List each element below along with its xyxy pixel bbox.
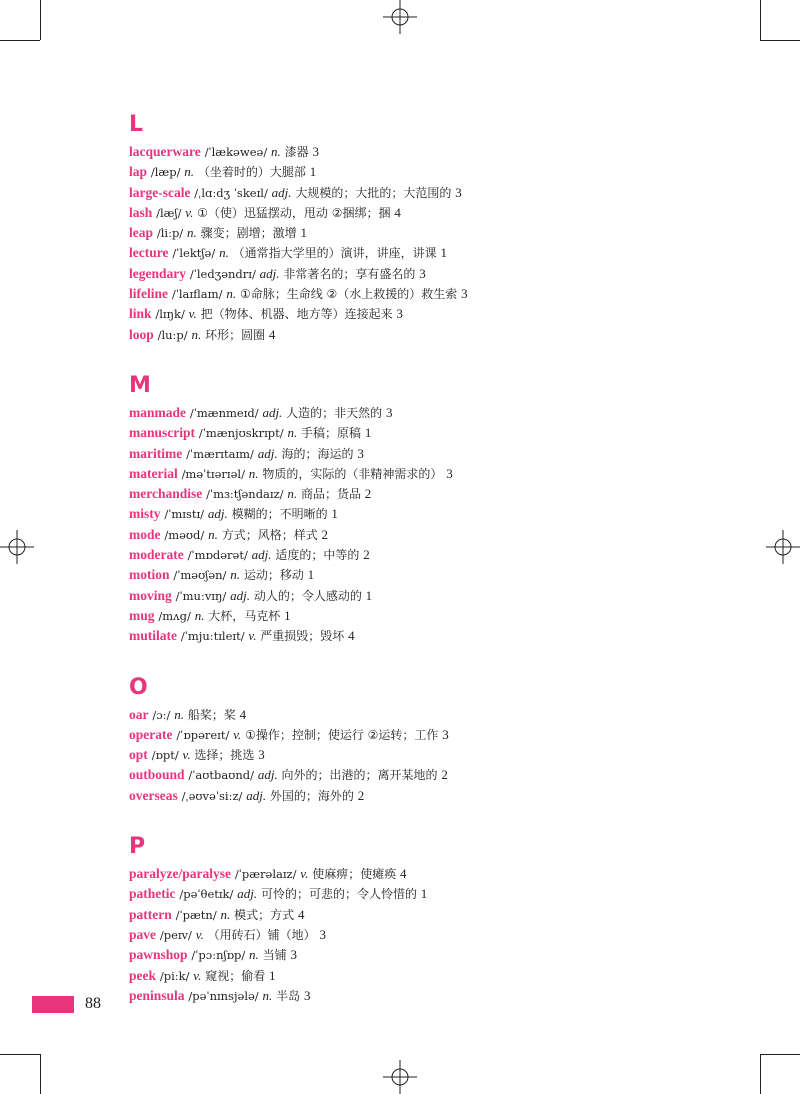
entry-word: lecture (129, 245, 169, 261)
entry-word: lash (129, 204, 153, 220)
entry-unit: 3 (385, 404, 393, 420)
entry-pronunciation: /ˈpɔːnʃɒp/ (191, 948, 246, 963)
entry-part-of-speech: v. (185, 204, 194, 220)
entry-definition: 运动；移动 (243, 568, 304, 583)
entry-definition: 船桨；桨 (187, 707, 236, 722)
entry-definition: （用砖石）铺（地） (207, 927, 316, 942)
entry-definition: 骤变；剧增；激增 (200, 226, 297, 241)
entry-unit: 3 (290, 947, 297, 963)
entry-word: lap (129, 164, 148, 180)
entry-unit: 1 (365, 587, 373, 603)
glossary (129, 112, 769, 1034)
entry-unit: 3 (461, 286, 468, 302)
glossary-entry (129, 444, 769, 464)
entry-word: opt (129, 747, 148, 763)
entry-pronunciation: /læʃ/ (156, 205, 182, 220)
glossary-entry (129, 142, 769, 162)
glossary-entry (129, 304, 769, 324)
entry-part-of-speech: n. (174, 706, 184, 722)
glossary-entry (129, 325, 769, 345)
entry-part-of-speech: adj. (257, 767, 278, 783)
entry-definition: 模糊的；不明晰的 (231, 507, 328, 522)
entry-word: manuscript (129, 425, 196, 441)
entry-pronunciation: /ˈpærəlaɪz/ (234, 867, 297, 882)
glossary-entry (129, 765, 769, 785)
entry-definition: 使麻痹；使瘫痪 (312, 867, 397, 882)
glossary-entry (129, 864, 769, 884)
page-number-bar (32, 996, 74, 1013)
entry-unit: 1 (364, 425, 372, 441)
entry-unit: 1 (307, 567, 315, 583)
entry-definition: 外国的；海外的 (269, 788, 354, 803)
entry-word: link (129, 306, 152, 322)
entry-definition: 可怜的；可悲的；令人怜惜的 (260, 887, 417, 902)
entry-word: misty (129, 506, 161, 522)
entry-definition: 选择；挑选 (194, 748, 255, 763)
glossary-entry (129, 203, 769, 223)
entry-part-of-speech: adj. (257, 445, 278, 461)
entry-unit: 4 (400, 866, 407, 882)
glossary-entry (129, 705, 769, 725)
glossary-entry (129, 284, 769, 304)
entry-definition: （通常指大学里的）演讲，讲座，讲课 (232, 246, 437, 261)
entry-pronunciation: /ˈmɒdərət/ (187, 548, 248, 563)
entry-unit: 4 (239, 706, 247, 722)
entry-part-of-speech: adj. (246, 787, 267, 803)
entry-pronunciation: /ˈmuːvɪŋ/ (175, 588, 227, 603)
glossary-entry (129, 525, 769, 545)
glossary-entry (129, 606, 769, 626)
crop-mark (760, 1054, 761, 1094)
entry-unit: 4 (268, 326, 276, 342)
entry-unit: 3 (442, 726, 449, 742)
section-letter: L (129, 112, 144, 137)
crop-mark (0, 1054, 40, 1055)
registration-mark-icon (766, 530, 800, 564)
entry-definition: 适度的；中等的 (275, 548, 360, 563)
entry-unit: 1 (300, 225, 307, 241)
entry-pronunciation: /ˈmɪstɪ/ (164, 507, 205, 522)
entry-part-of-speech: n. (287, 425, 298, 441)
entry-unit: 2 (357, 787, 365, 803)
glossary-entry (129, 545, 769, 565)
entry-definition: 动人的；令人感动的 (253, 588, 362, 603)
crop-mark (40, 1054, 41, 1094)
glossary-entry (129, 786, 769, 806)
entry-pronunciation: /ˈmɜːtʃəndaɪz/ (206, 487, 284, 502)
entry-word: motion (129, 567, 170, 583)
entry-part-of-speech: n. (249, 947, 259, 963)
entry-part-of-speech: adj. (259, 265, 280, 281)
entry-part-of-speech: adj. (251, 547, 272, 563)
entry-word: manmade (129, 404, 186, 420)
entry-word: maritime (129, 445, 183, 461)
glossary-entry (129, 464, 769, 484)
entry-unit: 1 (269, 967, 276, 983)
section-letter: O (129, 674, 148, 700)
entry-word: mutilate (129, 628, 177, 644)
entry-pronunciation: /məˈtɪərɪəl/ (181, 466, 245, 481)
entry-unit: 2 (363, 547, 370, 563)
entry-definition: 手稿；原稿 (301, 426, 362, 441)
entry-part-of-speech: n. (187, 225, 197, 241)
entry-word: mode (129, 526, 161, 542)
entry-unit: 3 (446, 465, 453, 481)
entry-unit: 1 (284, 607, 291, 623)
entry-definition: 漆器 (284, 145, 309, 159)
entry-pronunciation: /ɒpt/ (151, 748, 179, 763)
entry-part-of-speech: v. (248, 628, 257, 644)
entry-pronunciation: /ˈmærɪtaɪm/ (186, 446, 254, 461)
entry-part-of-speech: v. (188, 306, 197, 322)
entry-unit: 3 (258, 747, 265, 763)
glossary-entry (129, 243, 769, 263)
entry-pronunciation: /ˈməʊʃən/ (173, 568, 227, 583)
glossary-entry (129, 986, 769, 1006)
entry-word: merchandise (129, 486, 203, 502)
entry-unit: 1 (440, 245, 447, 261)
entry-definition: 当铺 (262, 948, 287, 963)
entry-definition: 非常著名的；享有盛名的 (283, 266, 416, 281)
entry-pronunciation: /ɔː/ (152, 707, 171, 722)
entry-part-of-speech: n. (230, 567, 240, 583)
entry-pronunciation: /ˌlɑːdʒ ˈskeɪl/ (194, 185, 268, 200)
entry-definition: 商品；货品 (300, 487, 361, 502)
entry-part-of-speech: n. (226, 286, 237, 302)
entry-part-of-speech: adj. (237, 886, 258, 902)
registration-mark-icon (383, 0, 417, 34)
entry-pronunciation: /piːk/ (159, 968, 190, 983)
entry-word: peek (129, 967, 156, 983)
entry-part-of-speech: n. (271, 144, 281, 159)
entry-pronunciation: /liːp/ (156, 226, 184, 241)
glossary-entry (129, 264, 769, 284)
entry-word: moving (129, 587, 172, 603)
entry-part-of-speech: adj. (207, 506, 228, 522)
entry-definition: ①（使）迅猛摆动，甩动 ②捆绑；捆 (197, 205, 391, 220)
entry-part-of-speech: v. (233, 726, 242, 742)
glossary-entry (129, 162, 769, 182)
registration-mark-icon (383, 1060, 417, 1094)
entry-pronunciation: /ˈlektʃə/ (172, 246, 216, 261)
glossary-entry (129, 905, 769, 925)
entry-part-of-speech: v. (300, 866, 309, 882)
entry-word: lifeline (129, 286, 168, 302)
glossary-entry (129, 945, 769, 965)
entry-word: large-scale (129, 184, 191, 200)
entry-pronunciation: /ˈmænjʊskrɪpt/ (198, 426, 284, 441)
glossary-section (129, 112, 769, 345)
entry-part-of-speech: v. (195, 926, 204, 942)
entry-unit: 1 (420, 886, 428, 902)
crop-mark (760, 0, 761, 40)
entry-word: oar (129, 706, 149, 722)
entry-pronunciation: /mʌg/ (158, 608, 191, 623)
entry-part-of-speech: n. (184, 164, 195, 180)
section-letter: M (129, 372, 151, 398)
entry-word: overseas (129, 787, 178, 803)
entry-part-of-speech: n. (208, 526, 218, 542)
entry-part-of-speech: adj. (262, 404, 283, 420)
entry-word: peninsula (129, 987, 185, 1003)
entry-unit: 3 (455, 184, 462, 200)
glossary-entry (129, 925, 769, 945)
entry-word: pattern (129, 906, 172, 922)
entry-pronunciation: /peɪv/ (159, 927, 192, 942)
entry-definition: 人造的；非天然的 (286, 405, 383, 420)
entry-part-of-speech: v. (193, 967, 202, 983)
section-letter: P (129, 834, 146, 860)
entry-definition: ①命脉；生命线 ②（水上救援的）救生索 (239, 287, 458, 302)
entry-word: pave (129, 926, 156, 942)
glossary-entry (129, 884, 769, 904)
entry-part-of-speech: n. (194, 607, 205, 623)
entry-pronunciation: /ˈledʒəndrɪ/ (189, 266, 256, 281)
glossary-entry (129, 725, 769, 745)
entry-word: operate (129, 726, 173, 742)
entry-pronunciation: /pəˈθetɪk/ (179, 887, 234, 902)
glossary-entry (129, 223, 769, 243)
glossary-entry (129, 745, 769, 765)
glossary-entry (129, 966, 769, 986)
entry-pronunciation: /ˈlaɪflaɪn/ (171, 287, 223, 302)
entry-part-of-speech: n. (220, 906, 231, 922)
entry-part-of-speech: n. (191, 326, 202, 342)
entry-pronunciation: /ˈmjuːtɪleɪt/ (180, 629, 245, 644)
entry-pronunciation: /ˈaʊtbaʊnd/ (188, 768, 255, 783)
entry-word: loop (129, 326, 154, 342)
glossary-entry (129, 565, 769, 585)
entry-definition: 环形；圆圈 (205, 327, 266, 342)
entry-pronunciation: /ˈlækəweə/ (204, 145, 268, 159)
entry-unit: 2 (364, 486, 372, 502)
entry-unit: 2 (441, 767, 448, 783)
glossary-entry (129, 403, 769, 423)
entry-unit: 4 (394, 204, 401, 220)
glossary-entry (129, 423, 769, 443)
glossary-section (129, 675, 769, 806)
entry-unit: 4 (348, 628, 355, 644)
entry-pronunciation: /ˌəʊvəˈsiːz/ (181, 788, 243, 803)
entry-word: outbound (129, 767, 185, 783)
entry-pronunciation: /pəˈnɪnsjələ/ (188, 988, 259, 1003)
crop-mark (40, 0, 41, 40)
entry-word: lacquerware (129, 144, 201, 159)
entry-pronunciation: /ˈɒpəreɪt/ (176, 727, 230, 742)
entry-part-of-speech: adj. (230, 587, 250, 603)
registration-mark-icon (0, 530, 34, 564)
entry-unit: 3 (357, 445, 364, 461)
entry-word: leap (129, 225, 154, 241)
entry-definition: 窥视；偷看 (205, 968, 266, 983)
entry-pronunciation: /lɪŋk/ (155, 307, 185, 322)
entry-pronunciation: /læp/ (150, 165, 181, 180)
crop-mark (0, 40, 40, 41)
entry-word: paralyze/paralyse (129, 866, 231, 882)
entry-part-of-speech: n. (262, 987, 273, 1003)
entry-unit: 1 (331, 506, 338, 522)
entry-definition: 向外的；出港的；离开某地的 (281, 768, 438, 783)
entry-unit: 1 (309, 164, 317, 180)
entry-part-of-speech: v. (182, 747, 191, 763)
entry-part-of-speech: adj. (271, 184, 292, 200)
glossary-entry (129, 484, 769, 504)
entry-definition: （坐着时的）大腿部 (197, 165, 306, 180)
entry-part-of-speech: n. (219, 245, 229, 261)
entry-definition: 半岛 (276, 988, 301, 1003)
glossary-entry (129, 586, 769, 606)
glossary-entry (129, 504, 769, 524)
entry-word: moderate (129, 547, 184, 563)
entry-unit: 2 (321, 526, 329, 542)
entry-definition: ①操作；控制；使运行 ②运转；工作 (245, 727, 439, 742)
entry-pronunciation: /ˈmænmeɪd/ (189, 405, 259, 420)
entry-unit: 3 (312, 144, 319, 159)
entry-part-of-speech: n. (287, 486, 298, 502)
entry-pronunciation: /məʊd/ (164, 527, 205, 542)
entry-definition: 把（物体、机器、地方等）连接起来 (200, 307, 393, 322)
glossary-entry (129, 183, 769, 203)
entry-definition: 大杯，马克杯 (208, 608, 281, 623)
entry-pronunciation: /luːp/ (157, 327, 188, 342)
entry-word: pathetic (129, 886, 176, 902)
glossary-entry (129, 626, 769, 646)
entry-unit: 3 (319, 926, 326, 942)
entry-definition: 方式；风格；样式 (221, 527, 318, 542)
entry-definition: 物质的，实际的（非精神需求的） (262, 466, 443, 481)
page-number: 88 (85, 995, 101, 1012)
entry-part-of-speech: n. (248, 465, 259, 481)
entry-unit: 3 (396, 306, 403, 322)
entry-pronunciation: /ˈpætn/ (175, 907, 217, 922)
crop-mark (760, 40, 800, 41)
entry-word: material (129, 465, 178, 481)
entry-unit: 3 (303, 987, 311, 1003)
entry-word: mug (129, 607, 155, 623)
entry-definition: 严重损毁；毁坏 (260, 629, 345, 644)
entry-definition: 模式；方式 (234, 907, 295, 922)
glossary-section (129, 834, 769, 1006)
entry-unit: 4 (297, 906, 305, 922)
entry-definition: 大规模的；大批的；大范围的 (295, 185, 452, 200)
entry-definition: 海的；海运的 (281, 446, 354, 461)
crop-mark (760, 1054, 800, 1055)
entry-word: pawnshop (129, 947, 188, 963)
glossary-section (129, 373, 769, 647)
entry-word: legendary (129, 265, 186, 281)
entry-unit: 3 (419, 265, 426, 281)
